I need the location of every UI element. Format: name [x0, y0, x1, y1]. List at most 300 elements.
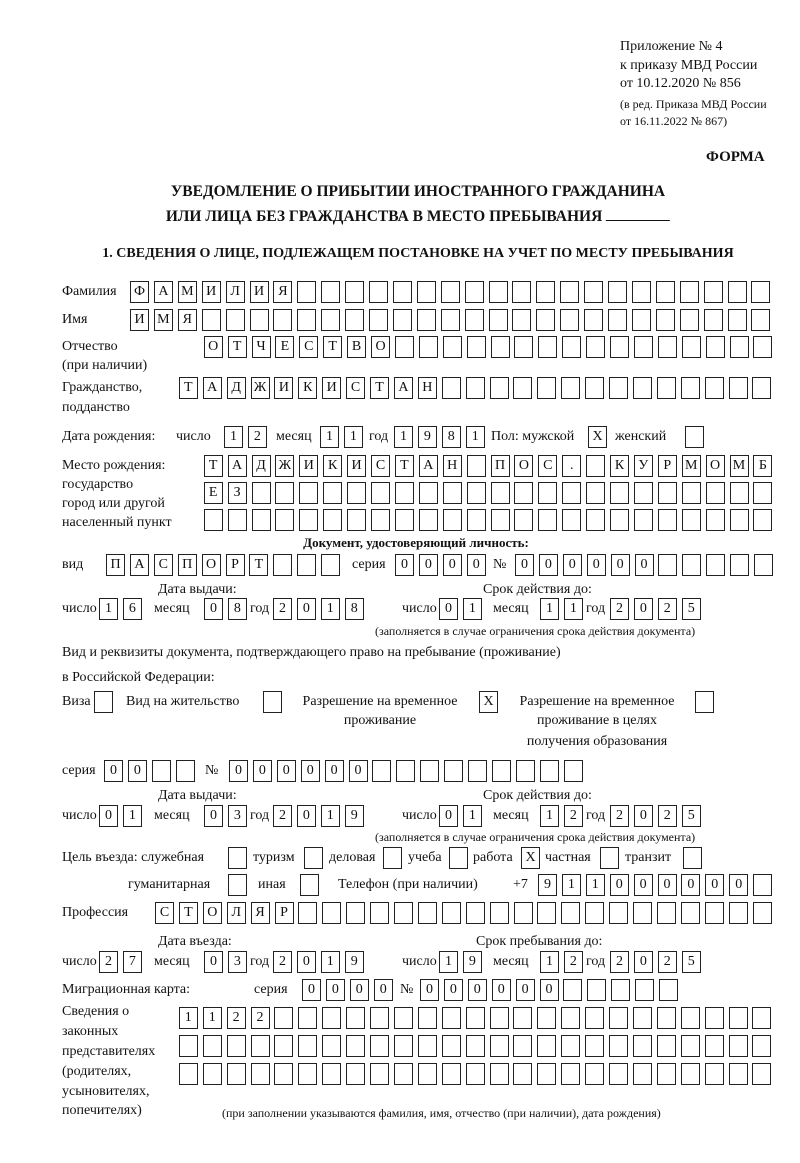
checkbox[interactable]	[304, 847, 323, 869]
char-box[interactable]	[179, 1063, 198, 1085]
char-box[interactable]	[204, 509, 223, 531]
char-box[interactable]	[227, 1035, 246, 1057]
char-box[interactable]	[321, 554, 340, 576]
char-box[interactable]	[537, 1035, 556, 1057]
char-box[interactable]: Я	[273, 281, 292, 303]
char-box[interactable]	[729, 1007, 748, 1029]
char-box[interactable]: 0	[253, 760, 272, 782]
char-box[interactable]: Ж	[251, 377, 270, 399]
char-box[interactable]: 5	[682, 951, 701, 973]
char-box[interactable]	[442, 1063, 461, 1085]
char-box[interactable]	[297, 309, 316, 331]
char-box[interactable]	[203, 1063, 222, 1085]
char-box[interactable]: 6	[123, 598, 142, 620]
char-box[interactable]: 0	[301, 760, 320, 782]
char-box[interactable]	[586, 509, 605, 531]
char-box[interactable]	[443, 509, 462, 531]
char-box[interactable]: 0	[350, 979, 369, 1001]
char-box[interactable]	[680, 309, 699, 331]
char-box[interactable]	[561, 377, 580, 399]
char-box[interactable]: 0	[349, 760, 368, 782]
char-box[interactable]: 1	[540, 951, 559, 973]
char-box[interactable]	[299, 482, 318, 504]
char-box[interactable]	[418, 1035, 437, 1057]
char-box[interactable]: Т	[370, 377, 389, 399]
char-box[interactable]: 5	[682, 598, 701, 620]
char-box[interactable]	[682, 336, 701, 358]
char-box[interactable]	[275, 509, 294, 531]
char-box[interactable]	[560, 309, 579, 331]
char-box[interactable]	[586, 455, 605, 477]
char-box[interactable]	[730, 509, 749, 531]
char-box[interactable]	[393, 309, 412, 331]
char-box[interactable]	[753, 509, 772, 531]
char-box[interactable]	[490, 1035, 509, 1057]
char-box[interactable]: 0	[297, 951, 316, 973]
char-box[interactable]	[561, 902, 580, 924]
char-box[interactable]: Н	[418, 377, 437, 399]
char-box[interactable]: 2	[610, 805, 629, 827]
char-box[interactable]	[657, 1063, 676, 1085]
char-box[interactable]: 1	[463, 598, 482, 620]
char-box[interactable]	[609, 377, 628, 399]
char-box[interactable]	[632, 281, 651, 303]
char-box[interactable]	[537, 377, 556, 399]
char-box[interactable]: А	[154, 281, 173, 303]
char-box[interactable]: 0	[443, 554, 462, 576]
char-box[interactable]	[418, 1063, 437, 1085]
char-box[interactable]	[563, 979, 582, 1001]
char-box[interactable]	[345, 309, 364, 331]
char-box[interactable]	[682, 482, 701, 504]
char-box[interactable]	[729, 377, 748, 399]
char-box[interactable]	[419, 482, 438, 504]
char-box[interactable]	[514, 336, 533, 358]
char-box[interactable]: С	[538, 455, 557, 477]
char-box[interactable]	[252, 482, 271, 504]
char-box[interactable]	[681, 1035, 700, 1057]
char-box[interactable]	[418, 1007, 437, 1029]
char-box[interactable]	[657, 377, 676, 399]
char-box[interactable]: 2	[227, 1007, 246, 1029]
char-box[interactable]: И	[347, 455, 366, 477]
char-box[interactable]	[680, 281, 699, 303]
char-box[interactable]	[633, 1007, 652, 1029]
char-box[interactable]	[299, 509, 318, 531]
char-box[interactable]	[751, 309, 770, 331]
char-box[interactable]	[298, 1063, 317, 1085]
char-box[interactable]	[609, 1063, 628, 1085]
char-box[interactable]	[512, 281, 531, 303]
char-box[interactable]	[274, 1035, 293, 1057]
char-box[interactable]	[681, 1063, 700, 1085]
char-box[interactable]	[489, 281, 508, 303]
char-box[interactable]: Ж	[275, 455, 294, 477]
char-box[interactable]	[752, 1063, 771, 1085]
char-box[interactable]	[682, 509, 701, 531]
char-box[interactable]	[705, 377, 724, 399]
char-box[interactable]	[370, 902, 389, 924]
char-box[interactable]	[658, 509, 677, 531]
char-box[interactable]	[514, 509, 533, 531]
char-box[interactable]: 1	[344, 426, 363, 448]
char-box[interactable]: .	[562, 455, 581, 477]
char-box[interactable]	[442, 902, 461, 924]
char-box[interactable]: 1	[321, 805, 340, 827]
char-box[interactable]	[730, 482, 749, 504]
char-box[interactable]: Т	[228, 336, 247, 358]
char-box[interactable]: 1	[540, 598, 559, 620]
char-box[interactable]: Ф	[130, 281, 149, 303]
char-box[interactable]	[658, 554, 677, 576]
char-box[interactable]: И	[299, 455, 318, 477]
char-box[interactable]	[728, 281, 747, 303]
char-box[interactable]: 0	[297, 805, 316, 827]
char-box[interactable]	[513, 377, 532, 399]
char-box[interactable]	[729, 1063, 748, 1085]
char-box[interactable]: К	[323, 455, 342, 477]
char-box[interactable]	[537, 902, 556, 924]
char-box[interactable]	[372, 760, 391, 782]
char-box[interactable]	[490, 902, 509, 924]
char-box[interactable]	[753, 336, 772, 358]
char-box[interactable]: 2	[273, 598, 292, 620]
char-box[interactable]	[298, 1007, 317, 1029]
char-box[interactable]: Т	[395, 455, 414, 477]
char-box[interactable]: 0	[229, 760, 248, 782]
char-box[interactable]: П	[178, 554, 197, 576]
checkbox[interactable]	[695, 691, 714, 713]
char-box[interactable]	[322, 1063, 341, 1085]
char-box[interactable]: Т	[249, 554, 268, 576]
char-box[interactable]	[512, 309, 531, 331]
char-box[interactable]	[656, 281, 675, 303]
char-box[interactable]	[443, 482, 462, 504]
char-box[interactable]	[395, 482, 414, 504]
char-box[interactable]	[226, 309, 245, 331]
char-box[interactable]	[152, 760, 171, 782]
char-box[interactable]	[491, 509, 510, 531]
char-box[interactable]: 1	[224, 426, 243, 448]
char-box[interactable]: 0	[658, 874, 677, 896]
char-box[interactable]: 1	[394, 426, 413, 448]
char-box[interactable]: 0	[420, 979, 439, 1001]
char-box[interactable]: О	[514, 455, 533, 477]
char-box[interactable]: 0	[515, 554, 534, 576]
char-box[interactable]: 0	[277, 760, 296, 782]
char-box[interactable]: 0	[610, 874, 629, 896]
char-box[interactable]: 0	[204, 805, 223, 827]
char-box[interactable]	[537, 1007, 556, 1029]
char-box[interactable]: И	[250, 281, 269, 303]
char-box[interactable]	[513, 1035, 532, 1057]
checkbox[interactable]: X	[588, 426, 607, 448]
char-box[interactable]: 1	[564, 598, 583, 620]
char-box[interactable]	[202, 309, 221, 331]
checkbox[interactable]	[683, 847, 702, 869]
char-box[interactable]: 1	[203, 1007, 222, 1029]
checkbox[interactable]	[600, 847, 619, 869]
char-box[interactable]: 0	[634, 598, 653, 620]
char-box[interactable]: 9	[418, 426, 437, 448]
char-box[interactable]: 1	[321, 951, 340, 973]
char-box[interactable]	[273, 554, 292, 576]
char-box[interactable]: 0	[128, 760, 147, 782]
char-box[interactable]	[730, 336, 749, 358]
char-box[interactable]: Т	[179, 902, 198, 924]
char-box[interactable]	[466, 902, 485, 924]
char-box[interactable]	[394, 1007, 413, 1029]
char-box[interactable]	[754, 554, 773, 576]
char-box[interactable]	[752, 1035, 771, 1057]
char-box[interactable]	[635, 979, 654, 1001]
char-box[interactable]	[704, 309, 723, 331]
checkbox[interactable]	[94, 691, 113, 713]
char-box[interactable]	[345, 281, 364, 303]
char-box[interactable]: Н	[443, 455, 462, 477]
char-box[interactable]: Т	[204, 455, 223, 477]
char-box[interactable]: И	[322, 377, 341, 399]
char-box[interactable]	[227, 1063, 246, 1085]
char-box[interactable]: Д	[252, 455, 271, 477]
char-box[interactable]: 2	[273, 805, 292, 827]
char-box[interactable]	[347, 482, 366, 504]
char-box[interactable]	[705, 1035, 724, 1057]
char-box[interactable]: 1	[463, 805, 482, 827]
char-box[interactable]	[560, 281, 579, 303]
char-box[interactable]: 1	[321, 598, 340, 620]
char-box[interactable]	[321, 309, 340, 331]
char-box[interactable]	[468, 760, 487, 782]
char-box[interactable]: 0	[468, 979, 487, 1001]
char-box[interactable]	[633, 902, 652, 924]
char-box[interactable]	[492, 760, 511, 782]
char-box[interactable]	[490, 1063, 509, 1085]
char-box[interactable]	[704, 281, 723, 303]
char-box[interactable]: 2	[273, 951, 292, 973]
char-box[interactable]: 0	[325, 760, 344, 782]
char-box[interactable]	[273, 309, 292, 331]
checkbox[interactable]	[685, 426, 704, 448]
char-box[interactable]	[395, 509, 414, 531]
char-box[interactable]: 2	[658, 598, 677, 620]
char-box[interactable]	[585, 902, 604, 924]
char-box[interactable]: О	[202, 554, 221, 576]
char-box[interactable]	[346, 1063, 365, 1085]
char-box[interactable]	[274, 1007, 293, 1029]
char-box[interactable]: О	[204, 336, 223, 358]
char-box[interactable]: С	[346, 377, 365, 399]
char-box[interactable]	[513, 1007, 532, 1029]
char-box[interactable]: 2	[658, 951, 677, 973]
char-box[interactable]	[681, 1007, 700, 1029]
char-box[interactable]	[490, 377, 509, 399]
char-box[interactable]: С	[155, 902, 174, 924]
char-box[interactable]	[657, 1035, 676, 1057]
char-box[interactable]: 8	[228, 598, 247, 620]
char-box[interactable]	[467, 482, 486, 504]
char-box[interactable]: 2	[564, 805, 583, 827]
char-box[interactable]: 0	[204, 598, 223, 620]
char-box[interactable]: 1	[123, 805, 142, 827]
char-box[interactable]	[706, 336, 725, 358]
char-box[interactable]: 0	[467, 554, 486, 576]
char-box[interactable]	[584, 281, 603, 303]
char-box[interactable]: 0	[539, 554, 558, 576]
char-box[interactable]: 0	[204, 951, 223, 973]
char-box[interactable]: 0	[326, 979, 345, 1001]
char-box[interactable]	[658, 336, 677, 358]
char-box[interactable]: А	[394, 377, 413, 399]
char-box[interactable]: А	[130, 554, 149, 576]
char-box[interactable]	[346, 902, 365, 924]
char-box[interactable]: 9	[345, 951, 364, 973]
char-box[interactable]	[441, 281, 460, 303]
char-box[interactable]	[467, 336, 486, 358]
char-box[interactable]	[656, 309, 675, 331]
char-box[interactable]: М	[682, 455, 701, 477]
char-box[interactable]: 0	[611, 554, 630, 576]
char-box[interactable]	[634, 509, 653, 531]
char-box[interactable]	[466, 377, 485, 399]
char-box[interactable]	[540, 760, 559, 782]
char-box[interactable]: 1	[320, 426, 339, 448]
char-box[interactable]	[633, 1063, 652, 1085]
char-box[interactable]: 0	[302, 979, 321, 1001]
char-box[interactable]	[564, 760, 583, 782]
char-box[interactable]: 2	[564, 951, 583, 973]
char-box[interactable]	[274, 1063, 293, 1085]
char-box[interactable]: 0	[729, 874, 748, 896]
char-box[interactable]	[394, 1035, 413, 1057]
char-box[interactable]: 1	[439, 951, 458, 973]
char-box[interactable]	[587, 979, 606, 1001]
char-box[interactable]	[585, 1007, 604, 1029]
char-box[interactable]	[251, 1063, 270, 1085]
char-box[interactable]: С	[371, 455, 390, 477]
char-box[interactable]	[753, 902, 772, 924]
char-box[interactable]: 0	[587, 554, 606, 576]
char-box[interactable]: 0	[297, 598, 316, 620]
char-box[interactable]	[562, 482, 581, 504]
char-box[interactable]	[536, 281, 555, 303]
char-box[interactable]	[632, 309, 651, 331]
char-box[interactable]	[585, 1035, 604, 1057]
char-box[interactable]	[346, 1035, 365, 1057]
char-box[interactable]: Е	[275, 336, 294, 358]
char-box[interactable]: 0	[492, 979, 511, 1001]
char-box[interactable]	[275, 482, 294, 504]
char-box[interactable]: Я	[251, 902, 270, 924]
char-box[interactable]: Т	[323, 336, 342, 358]
char-box[interactable]	[250, 309, 269, 331]
char-box[interactable]	[418, 902, 437, 924]
char-box[interactable]: 0	[419, 554, 438, 576]
char-box[interactable]	[586, 336, 605, 358]
char-box[interactable]	[347, 509, 366, 531]
char-box[interactable]: 0	[635, 554, 654, 576]
char-box[interactable]	[443, 336, 462, 358]
char-box[interactable]: С	[154, 554, 173, 576]
char-box[interactable]	[705, 1007, 724, 1029]
char-box[interactable]	[466, 1007, 485, 1029]
char-box[interactable]	[706, 509, 725, 531]
char-box[interactable]: О	[371, 336, 390, 358]
char-box[interactable]: 2	[99, 951, 118, 973]
char-box[interactable]: 0	[374, 979, 393, 1001]
char-box[interactable]: И	[274, 377, 293, 399]
char-box[interactable]	[514, 482, 533, 504]
char-box[interactable]	[730, 554, 749, 576]
char-box[interactable]	[752, 1007, 771, 1029]
char-box[interactable]: 0	[540, 979, 559, 1001]
char-box[interactable]: 0	[681, 874, 700, 896]
char-box[interactable]	[251, 1035, 270, 1057]
char-box[interactable]: С	[299, 336, 318, 358]
char-box[interactable]	[657, 1007, 676, 1029]
char-box[interactable]	[321, 281, 340, 303]
char-box[interactable]: 0	[439, 598, 458, 620]
char-box[interactable]: Р	[658, 455, 677, 477]
char-box[interactable]: 0	[563, 554, 582, 576]
char-box[interactable]	[465, 309, 484, 331]
char-box[interactable]: П	[106, 554, 125, 576]
char-box[interactable]	[228, 509, 247, 531]
char-box[interactable]: 0	[99, 805, 118, 827]
char-box[interactable]	[611, 979, 630, 1001]
char-box[interactable]	[466, 1035, 485, 1057]
checkbox[interactable]	[300, 874, 319, 896]
char-box[interactable]	[298, 1035, 317, 1057]
char-box[interactable]: 0	[705, 874, 724, 896]
char-box[interactable]	[417, 309, 436, 331]
char-box[interactable]: Д	[227, 377, 246, 399]
char-box[interactable]: У	[634, 455, 653, 477]
char-box[interactable]: 2	[248, 426, 267, 448]
char-box[interactable]	[490, 1007, 509, 1029]
char-box[interactable]: 7	[123, 951, 142, 973]
char-box[interactable]	[442, 1035, 461, 1057]
char-box[interactable]: О	[203, 902, 222, 924]
char-box[interactable]	[203, 1035, 222, 1057]
char-box[interactable]	[536, 309, 555, 331]
char-box[interactable]: Р	[226, 554, 245, 576]
char-box[interactable]	[395, 336, 414, 358]
char-box[interactable]	[369, 281, 388, 303]
char-box[interactable]: 0	[634, 805, 653, 827]
char-box[interactable]	[323, 482, 342, 504]
char-box[interactable]	[371, 509, 390, 531]
char-box[interactable]: 8	[442, 426, 461, 448]
char-box[interactable]: 2	[658, 805, 677, 827]
char-box[interactable]: А	[419, 455, 438, 477]
title-blank[interactable]	[606, 206, 670, 221]
char-box[interactable]	[633, 1035, 652, 1057]
char-box[interactable]: М	[730, 455, 749, 477]
char-box[interactable]: В	[347, 336, 366, 358]
char-box[interactable]: 3	[228, 951, 247, 973]
char-box[interactable]: Е	[204, 482, 223, 504]
char-box[interactable]	[417, 281, 436, 303]
char-box[interactable]	[176, 760, 195, 782]
char-box[interactable]	[633, 377, 652, 399]
char-box[interactable]	[681, 377, 700, 399]
char-box[interactable]	[584, 309, 603, 331]
char-box[interactable]	[396, 760, 415, 782]
char-box[interactable]: 8	[345, 598, 364, 620]
char-box[interactable]	[609, 902, 628, 924]
char-box[interactable]	[751, 281, 770, 303]
